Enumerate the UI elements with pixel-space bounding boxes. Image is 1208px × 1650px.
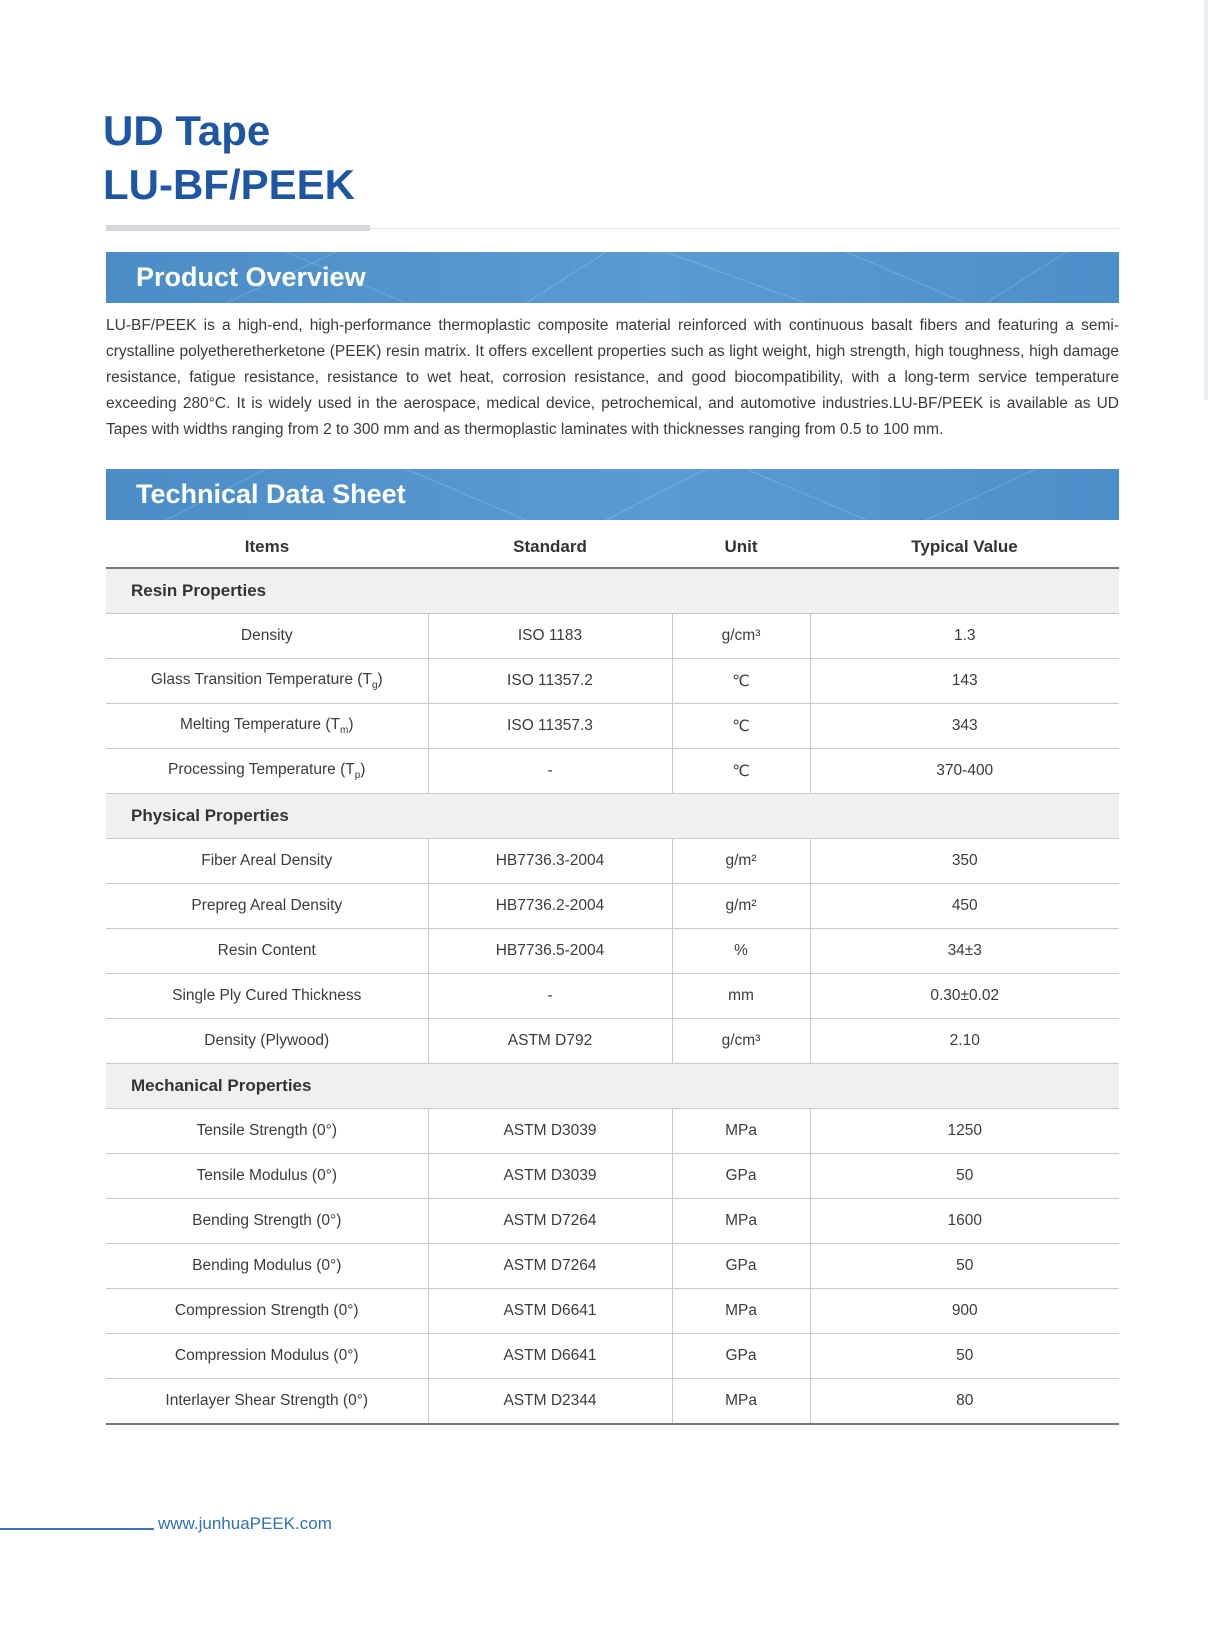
- item-label: Bending Strength (0°): [192, 1212, 342, 1229]
- column-header-typical-value: Typical Value: [810, 527, 1119, 568]
- cell-standard: ASTM D7264: [428, 1199, 672, 1244]
- item-subscript: g: [371, 680, 378, 692]
- cell-item: [106, 1109, 428, 1154]
- cell-unit: ℃: [672, 659, 810, 704]
- item-label-suffix: ): [377, 670, 383, 688]
- title-line-2: LU-BF/PEEK: [103, 161, 355, 208]
- cell-typical-value: 1600: [810, 1199, 1119, 1244]
- table-row: [106, 974, 1119, 1019]
- cell-standard: ISO 11357.3: [428, 704, 672, 749]
- table-body: [106, 568, 1119, 1424]
- item-label: Bending Modulus (0°): [192, 1257, 342, 1274]
- cell-item: [106, 659, 428, 704]
- cell-item: [106, 614, 428, 659]
- item-label: Interlayer Shear Strength (0°): [165, 1392, 369, 1409]
- item-label: Processing Temperature (T: [168, 760, 355, 778]
- column-header-items: Items: [106, 527, 428, 568]
- page-title: [103, 104, 355, 212]
- cell-typical-value: 50: [810, 1154, 1119, 1199]
- cell-typical-value: 50: [810, 1244, 1119, 1289]
- table-row: [106, 1244, 1119, 1289]
- column-header-standard: Standard: [428, 527, 672, 568]
- cell-standard: ASTM D2344: [428, 1379, 672, 1425]
- section-title: Product Overview: [136, 262, 366, 292]
- table-row: [106, 929, 1119, 974]
- cell-standard: ASTM D3039: [428, 1154, 672, 1199]
- technical-data-table: [106, 527, 1119, 1425]
- cell-item: [106, 749, 428, 794]
- cell-unit: g/cm³: [672, 614, 810, 659]
- cell-unit: GPa: [672, 1154, 810, 1199]
- cell-unit: MPa: [672, 1379, 810, 1425]
- cell-unit: g/m²: [672, 839, 810, 884]
- group-label: Physical Properties: [106, 794, 1119, 839]
- cell-typical-value: 80: [810, 1379, 1119, 1425]
- cell-item: [106, 929, 428, 974]
- cell-unit: MPa: [672, 1109, 810, 1154]
- table-row: [106, 1334, 1119, 1379]
- table-group-row: [106, 794, 1119, 839]
- cell-typical-value: 34±3: [810, 929, 1119, 974]
- cell-standard: ASTM D3039: [428, 1109, 672, 1154]
- cell-typical-value: 450: [810, 884, 1119, 929]
- overview-paragraph: LU-BF/PEEK is a high-end, high-performance thermoplastic composite material reinforced with continuous basalt fibers and featuring a semi-crystalline polyetheretherketone (PEEK) resin matrix. It offers excellent properties such as light weight, high strength, high toughness, high damage resistance, fatigue resistance, resistance to wet heat, corrosion resistance, and good biocompatibility, with a long-term service temperature exceeding 280°C. It is widely used in the aerospace, medical device, petrochemical, and automotive industries.LU-BF/PEEK is available as UD Tapes with widths ranging from 2 to 300 mm and as thermoplastic laminates with thicknesses ranging from 0.5 to 100 mm.: [106, 317, 1119, 438]
- table-row: [106, 1199, 1119, 1244]
- cell-typical-value: 900: [810, 1289, 1119, 1334]
- table-row: [106, 1109, 1119, 1154]
- cell-item: [106, 1334, 428, 1379]
- table-group-row: [106, 568, 1119, 614]
- cell-typical-value: 1250: [810, 1109, 1119, 1154]
- cell-standard: HB7736.5-2004: [428, 929, 672, 974]
- group-label: Mechanical Properties: [106, 1064, 1119, 1109]
- item-subscript: p: [354, 770, 361, 782]
- cell-typical-value: 1.3: [810, 614, 1119, 659]
- table-row: [106, 839, 1119, 884]
- item-label: Fiber Areal Density: [201, 852, 333, 869]
- cell-standard: ASTM D792: [428, 1019, 672, 1064]
- item-label: Density (Plywood): [204, 1032, 330, 1049]
- title-divider: [370, 228, 1119, 229]
- table-header-row: [106, 527, 1119, 568]
- cell-typical-value: 350: [810, 839, 1119, 884]
- cell-standard: -: [428, 749, 672, 794]
- item-label: Compression Strength (0°): [174, 1302, 359, 1319]
- item-label: Resin Content: [217, 942, 316, 959]
- item-label: Glass Transition Temperature (T: [150, 670, 372, 688]
- cell-item: [106, 1199, 428, 1244]
- cell-standard: HB7736.3-2004: [428, 839, 672, 884]
- cell-item: [106, 884, 428, 929]
- group-label: Resin Properties: [106, 568, 1119, 614]
- table-row: [106, 704, 1119, 749]
- cell-item: [106, 1154, 428, 1199]
- section-title: Technical Data Sheet: [136, 479, 406, 509]
- table-row: [106, 884, 1119, 929]
- table-row: [106, 659, 1119, 704]
- cell-item: [106, 1244, 428, 1289]
- item-label-suffix: ): [348, 715, 354, 733]
- cell-item: [106, 1289, 428, 1334]
- title-underline: [106, 225, 370, 231]
- cell-standard: ISO 11357.2: [428, 659, 672, 704]
- website-link[interactable]: www.junhuaPEEK.com: [158, 1514, 332, 1533]
- table-row: [106, 1154, 1119, 1199]
- item-label-suffix: ): [360, 760, 366, 778]
- cell-typical-value: 2.10: [810, 1019, 1119, 1064]
- cell-item: [106, 1379, 428, 1425]
- cell-standard: ASTM D6641: [428, 1289, 672, 1334]
- item-label: Tensile Modulus (0°): [196, 1167, 338, 1184]
- table-row: [106, 1019, 1119, 1064]
- table-row: [106, 1379, 1119, 1425]
- technical-data-sheet-header: [106, 469, 1119, 520]
- cell-typical-value: 343: [810, 704, 1119, 749]
- item-subscript: m: [339, 725, 349, 737]
- cell-unit: ℃: [672, 704, 810, 749]
- cell-standard: -: [428, 974, 672, 1019]
- cell-typical-value: 0.30±0.02: [810, 974, 1119, 1019]
- cell-item: [106, 1019, 428, 1064]
- title-line-1: UD Tape: [103, 107, 271, 154]
- cell-item: [106, 974, 428, 1019]
- footer-rule: [0, 1528, 154, 1530]
- cell-typical-value: 143: [810, 659, 1119, 704]
- cell-typical-value: 50: [810, 1334, 1119, 1379]
- cell-standard: HB7736.2-2004: [428, 884, 672, 929]
- table-group-row: [106, 1064, 1119, 1109]
- cell-unit: ℃: [672, 749, 810, 794]
- cell-standard: ISO 1183: [428, 614, 672, 659]
- cell-unit: MPa: [672, 1199, 810, 1244]
- item-label: Single Ply Cured Thickness: [172, 987, 362, 1004]
- cell-unit: %: [672, 929, 810, 974]
- table-row: [106, 749, 1119, 794]
- cell-typical-value: 370-400: [810, 749, 1119, 794]
- cell-item: [106, 704, 428, 749]
- cell-unit: g/m²: [672, 884, 810, 929]
- page-edge-strip: [1204, 0, 1208, 400]
- cell-unit: mm: [672, 974, 810, 1019]
- item-label: Melting Temperature (T: [180, 715, 340, 733]
- item-label: Prepreg Areal Density: [191, 897, 343, 914]
- column-header-unit: Unit: [672, 527, 810, 568]
- cell-unit: g/cm³: [672, 1019, 810, 1064]
- cell-item: [106, 839, 428, 884]
- table-row: [106, 614, 1119, 659]
- item-label: Tensile Strength (0°): [196, 1122, 338, 1139]
- cell-unit: GPa: [672, 1244, 810, 1289]
- item-label: Density: [240, 627, 293, 644]
- product-overview-header: [106, 252, 1119, 303]
- item-label: Compression Modulus (0°): [174, 1347, 359, 1364]
- table-row: [106, 1289, 1119, 1334]
- cell-standard: ASTM D7264: [428, 1244, 672, 1289]
- cell-standard: ASTM D6641: [428, 1334, 672, 1379]
- cell-unit: GPa: [672, 1334, 810, 1379]
- cell-unit: MPa: [672, 1289, 810, 1334]
